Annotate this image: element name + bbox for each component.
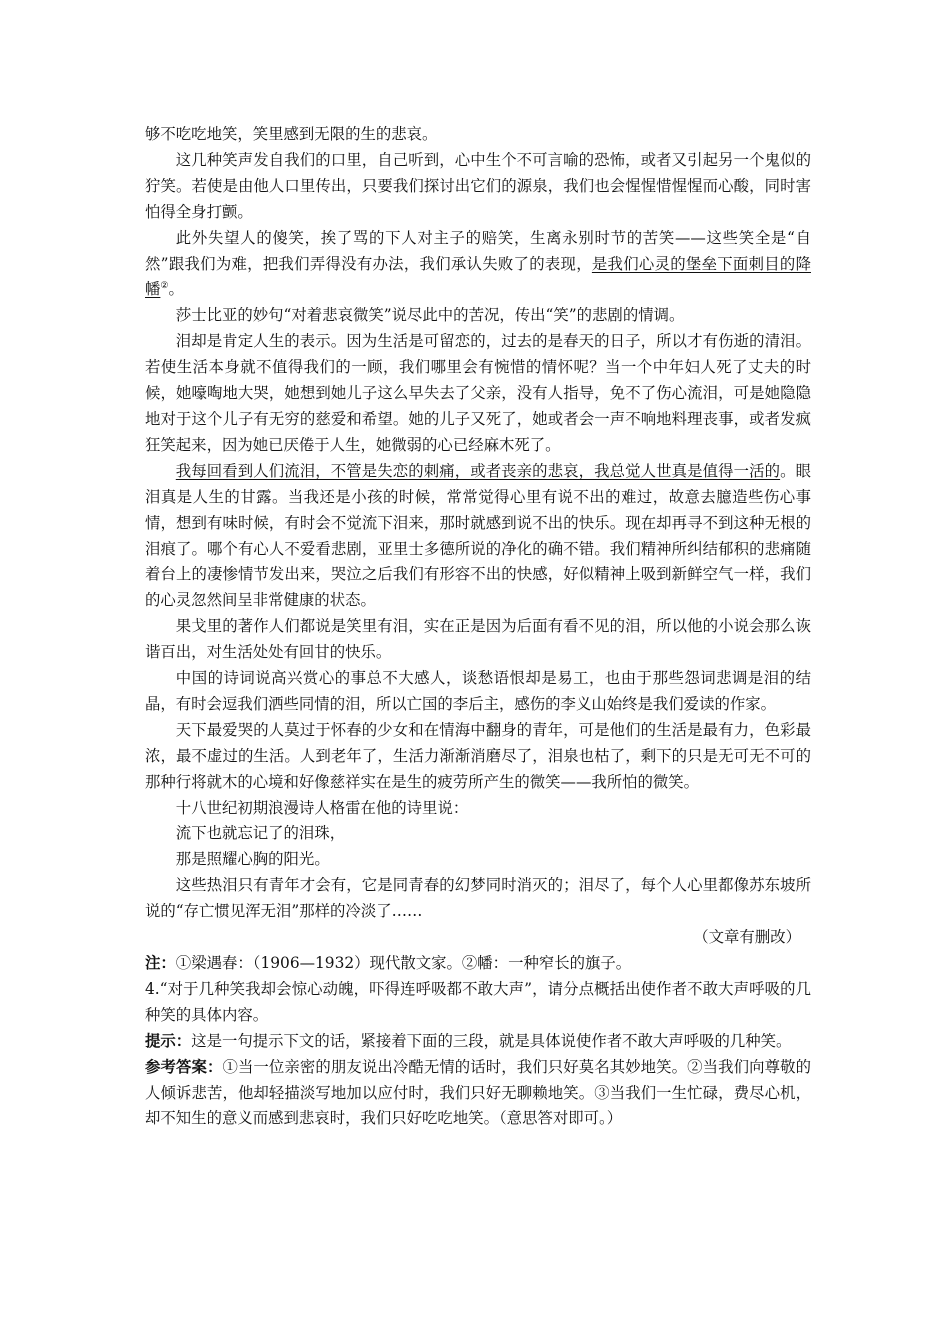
underlined-sentence: 是我们心灵的堡垒下面刺目的降幡 — [145, 254, 811, 299]
hint-text: 这是一句提示下文的话，紧接着下面的三段，就是具体说使作者不敢大声呼吸的几种笑。 — [191, 1031, 792, 1050]
answer-label: 参考答案： — [145, 1057, 223, 1076]
paragraph: 这些热泪只有青年才会有，它是同青春的幻梦同时消灭的；泪尽了，每个人心里都像苏东坡所说的“存亡惯见浑无泪”那样的冷淡了…… — [145, 876, 811, 921]
notes-label: 注： — [145, 954, 176, 972]
paragraph: 这几种笑声发自我们的口里，自己听到，心中生个不可言喻的恐怖，或者又引起另一个鬼似的狞笑。若使是由他人口里传出，只要我们探讨出它们的源泉，我们也会惺惺惜惺惺而心酸，同时害怕得全身打颤。 — [145, 150, 811, 221]
paragraph — [145, 226, 811, 304]
paragraph-text: 。眼泪真是人生的甘露。当我还是小孩的时候，常常觉得心里有说不出的难过，故意去臆造些伤心事情，想到有味时候，有时会不觉流下泪来，那时就感到说不出的快乐。现在却再寻不到这种无根的泪痕了。哪个有心人不爱看悲剧，亚里士多德所说的净化的确不错。我们精神所纠结郁积的悲痛随着台上的凄惨情节发出来，哭泣之后我们有形容不出的快感，好似精神上吸到新鲜空气一样，我们的心灵忽然间呈非常健康的状态。 — [145, 461, 811, 610]
poem-line: 那是照耀心胸的阳光。 — [175, 850, 330, 869]
source-note: （文章有删改） — [693, 928, 801, 947]
hint — [145, 1029, 811, 1055]
paragraph — [145, 459, 811, 614]
paragraph: 够不吃吃地笑，笑里感到无限的生的悲哀。 — [145, 125, 438, 143]
notes-text: ①梁遇春：（1906—1932）现代散文家。②幡：一种窄长的旗子。 — [175, 954, 632, 972]
question: 4.“对于几种笑我却会惊心动魄，吓得连呼吸都不敢大声”，请分点概括出使作者不敢大声呼吸的几种笑的具体内容。 — [145, 979, 811, 1024]
answer — [145, 1055, 811, 1133]
footnote-marker: ② — [160, 281, 169, 292]
notes — [145, 951, 811, 977]
answer-text: ①当一位亲密的朋友说出冷酷无情的话时，我们只好莫名其妙地笑。②当我们向尊敬的人倾诉悲苦，他却轻描淡写地加以应付时，我们只好无聊赖地笑。③当我们一生忙碌，费尽心机，却不知生的意义而感到悲哀时，我们只好吃吃地笑。（意思答对即可。） — [145, 1057, 811, 1128]
poem-line: 流下也就忘记了的泪珠， — [175, 824, 346, 843]
paragraph-text: 此外失望人的傻笑，挨了骂的下人对主子的赔笑，生离永别时节的苦笑——这些笑全是“自然”跟我们为难，把我们弄得没有办法，我们承认失败了的表现， — [145, 228, 811, 273]
paragraph: 十八世纪初期浪漫诗人格雷在他的诗里说： — [175, 798, 469, 817]
underlined-sentence: 我每回看到人们流泪，不管是失恋的刺痛，或者丧亲的悲哀，我总觉人世真是值得一活的 — [175, 461, 781, 480]
paragraph: 莎士比亚的妙句“对着悲哀微笑”说尽此中的苦况，传出“笑”的悲剧的情调。 — [175, 306, 685, 325]
hint-label: 提示： — [145, 1031, 192, 1050]
paragraph: 泪却是肯定人生的表示。因为生活是可留恋的，过去的是春天的日子，所以才有伤逝的清泪。若使生活本身就不值得我们的一顾，我们哪里会有惋惜的情怀呢？当一个中年妇人死了丈夫的时候，她嚎啕地大哭，她想到她儿子这么早失去了父亲，没有人指导，免不了伤心流泪，可是她隐隐地对于这个儿子有无穷的慈爱和希望。她的儿子又死了，她或者会一声不响地料理丧事，或者发疯狂笑起来，因为她已厌倦于人生，她微弱的心已经麻木死了。 — [145, 332, 811, 454]
document-page — [145, 122, 811, 1132]
paragraph: 中国的诗词说高兴赏心的事总不大感人，谈愁语恨却是易工，也由于那些怨词悲调是泪的结晶，有时会逗我们洒些同情的泪，所以亡国的李后主，感伤的李义山始终是我们爱读的作家。 — [145, 669, 811, 713]
paragraph: 天下最爱哭的人莫过于怀春的少女和在情海中翻身的青年，可是他们的生活是最有力，色彩最浓，最不虚过的生活。人到老年了，生活力渐渐消磨尽了，泪泉也枯了，剩下的只是无可无不可的那种行将就木的心境和好像慈祥实在是生的疲劳所产生的微笑——我所怕的微笑。 — [145, 720, 811, 791]
paragraph-text: 。 — [168, 280, 184, 299]
paragraph: 果戈里的著作人们都说是笑里有泪，实在正是因为后面有看不见的泪，所以他的小说会那么诙谐百出，对生活处处有回甘的快乐。 — [145, 617, 811, 662]
